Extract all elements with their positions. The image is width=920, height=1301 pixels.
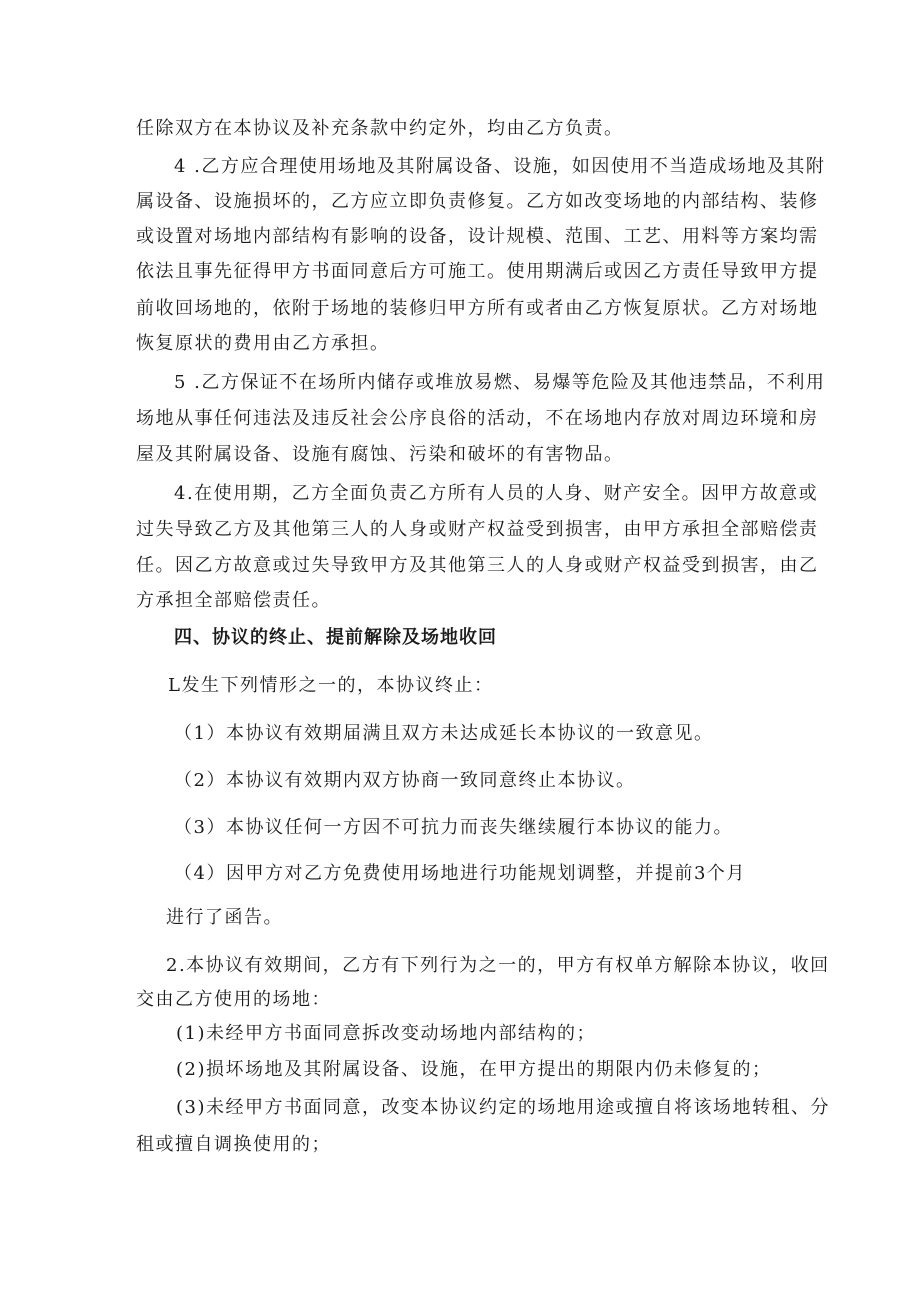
paragraph-line: 恢复原状的费用由乙方承担。 bbox=[136, 333, 390, 354]
paragraph-line: 屋及其附属设备、设施有腐蚀、污染和破坏的有害物品。 bbox=[136, 444, 624, 465]
list-item: (2)损坏场地及其附属设备、设施，在甲方提出的期限内仍未修复的； bbox=[176, 1059, 772, 1080]
paragraph-line: 2.本协议有效期间，乙方有下列行为之一的，甲方有权单方解除本协议，收回 bbox=[166, 955, 830, 976]
paragraph-line: 或设置对场地内部结构有影响的设备，设计规模、范围、工艺、用料等方案均需 bbox=[136, 226, 819, 247]
paragraph-line: 属设备、设施损坏的，乙方应立即负责修复。乙方如改变场地的内部结构、装修 bbox=[136, 191, 819, 212]
list-item: (1)未经甲方书面同意拆改变动场地内部结构的； bbox=[176, 1023, 596, 1044]
paragraph-line: 任除双方在本协议及补充条款中约定外，均由乙方负责。 bbox=[136, 118, 624, 139]
paragraph-line: 进行了函告。 bbox=[166, 907, 283, 928]
paragraph-line: 方承担全部赔偿责任。 bbox=[136, 590, 331, 611]
paragraph-line: 依法且事先征得甲方书面同意后方可施工。使用期满后或因乙方责任导致甲方提 bbox=[136, 261, 819, 282]
list-item: （4）因甲方对乙方免费使用场地进行功能规划调整，并提前3个月 bbox=[174, 863, 746, 884]
paragraph-line: 4.在使用期，乙方全面负责乙方所有人员的人身、财产安全。因甲方故意或 bbox=[174, 483, 819, 504]
section-heading: 四、协议的终止、提前解除及场地收回 bbox=[174, 627, 497, 648]
paragraph-line: 交由乙方使用的场地： bbox=[136, 989, 331, 1010]
paragraph-line: L发生下列情形之一的，本协议终止： bbox=[168, 675, 494, 696]
list-item: （1）本协议有效期届满且双方未达成延长本协议的一致意见。 bbox=[174, 723, 714, 744]
paragraph-line: 场地从事任何违法及违反社会公序良俗的活动，不在场地内存放对周边环境和房 bbox=[136, 408, 819, 429]
list-item: （3）本协议任何一方因不可抗力而丧失继续履行本协议的能力。 bbox=[174, 817, 733, 838]
paragraph-line: 过失导致乙方及其他第三人的人身或财产权益受到损害，由甲方承担全部赔偿责 bbox=[136, 519, 819, 540]
paragraph-line: 4 .乙方应合理使用场地及其附属设备、设施，如因使用不当造成场地及其附 bbox=[174, 156, 826, 177]
paragraph-line: 任。因乙方故意或过失导致甲方及其他第三人的人身或财产权益受到损害，由乙 bbox=[136, 555, 819, 576]
list-item: (3)未经甲方书面同意，改变本协议约定的场地用途或擅自将该场地转租、分 bbox=[176, 1097, 830, 1118]
paragraph-line: 5 .乙方保证不在场所内储存或堆放易燃、易爆等危险及其他违禁品，不利用 bbox=[174, 372, 826, 393]
paragraph-line: 前收回场地的，依附于场地的装修归甲方所有或者由乙方恢复原状。乙方对场地 bbox=[136, 298, 819, 319]
list-item: （2）本协议有效期内双方协商一致同意终止本协议。 bbox=[174, 770, 636, 791]
paragraph-line: 租或擅自调换使用的； bbox=[136, 1134, 331, 1155]
